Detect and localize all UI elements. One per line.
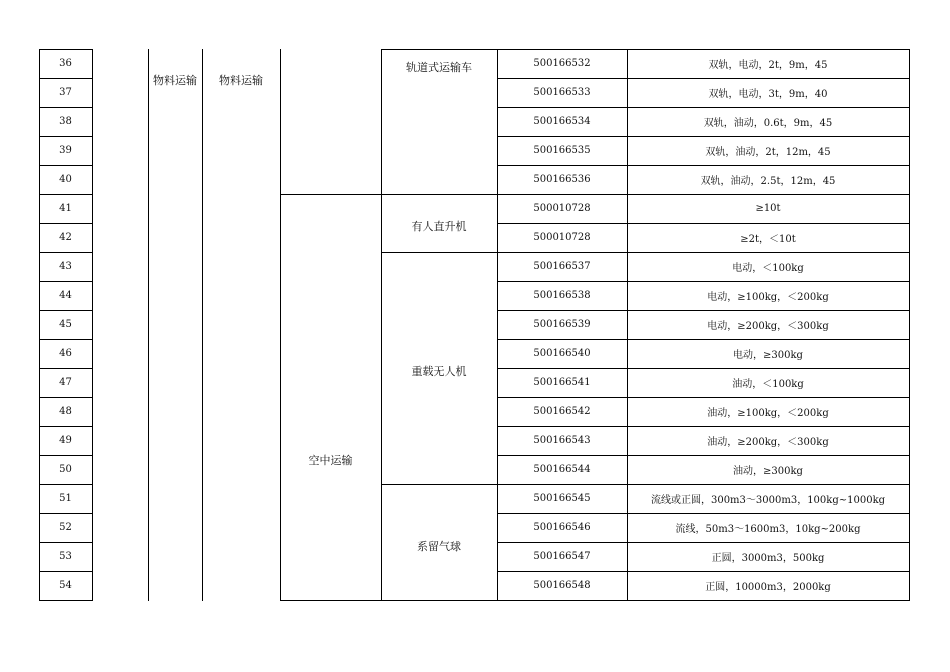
- grid-line: [381, 49, 382, 601]
- row-number-cell: 48: [59, 406, 72, 417]
- row-number-cell: 43: [59, 261, 72, 272]
- category-2-cell: 物料运输: [219, 74, 263, 87]
- category-1-cell: 物料运输: [153, 74, 197, 87]
- material-code-cell: 500166546: [533, 522, 591, 533]
- subcategory-rail-cell: 轨道式运输车: [406, 61, 472, 74]
- spec-cell: ≥10t: [755, 203, 781, 214]
- row-number-cell: 44: [59, 290, 72, 301]
- material-code-cell: 500010728: [533, 232, 591, 243]
- spec-cell: 油动，≥300kg: [733, 466, 803, 477]
- subcategory-balloon-cell: 系留气球: [417, 540, 461, 553]
- spec-cell: 双轨，油动，2t，12m，45: [705, 147, 831, 158]
- material-code-cell: 500166545: [533, 493, 591, 504]
- spec-cell: 电动，≥100kg，＜200kg: [707, 292, 829, 303]
- spec-cell: 正圆，10000m3，2000kg: [705, 582, 831, 593]
- material-code-cell: 500166548: [533, 580, 591, 591]
- row-number-cell: 36: [59, 58, 72, 69]
- material-code-cell: 500166538: [533, 290, 591, 301]
- group-air-transport-cell: 空中运输: [308, 454, 353, 467]
- spec-cell: 流线或正圆，300m3～3000m3，100kg~1000kg: [650, 495, 886, 506]
- row-number-cell: 46: [59, 348, 72, 359]
- spec-cell: 电动，≥300kg: [733, 350, 803, 361]
- spec-cell: 电动，≥200kg，＜300kg: [707, 321, 829, 332]
- spec-cell: 双轨，电动，3t，9m，40: [708, 89, 828, 100]
- material-code-cell: 500166536: [533, 174, 591, 185]
- grid-line: [39, 600, 92, 601]
- material-code-cell: 500166535: [533, 145, 591, 156]
- row-number-cell: 52: [59, 522, 72, 533]
- spec-cell: 正圆，3000m3，500kg: [711, 553, 825, 564]
- spec-cell: 流线，50m3～1600m3，10kg~200kg: [675, 524, 861, 535]
- row-number-cell: 45: [59, 319, 72, 330]
- row-number-cell: 51: [59, 493, 72, 504]
- material-code-cell: 500166544: [533, 464, 591, 475]
- grid-line: [92, 49, 93, 601]
- material-code-cell: 500166540: [533, 348, 591, 359]
- row-number-cell: 42: [59, 232, 72, 243]
- material-code-cell: 500166542: [533, 406, 591, 417]
- spec-cell: ≥2t，＜10t: [740, 234, 796, 245]
- material-code-cell: 500010728: [533, 203, 591, 214]
- material-code-cell: 500166532: [533, 58, 591, 69]
- row-number-cell: 37: [59, 87, 72, 98]
- row-number-cell: 50: [59, 464, 72, 475]
- material-code-cell: 500166533: [533, 87, 591, 98]
- grid-line: [909, 49, 910, 601]
- row-number-cell: 47: [59, 377, 72, 388]
- row-number-cell: 54: [59, 580, 72, 591]
- material-code-cell: 500166534: [533, 116, 591, 127]
- grid-line: [381, 484, 498, 485]
- grid-line: [280, 49, 281, 601]
- spec-cell: 双轨，油动，2.5t，12m，45: [700, 176, 836, 187]
- spec-cell: 双轨，油动，0.6t，9m，45: [703, 118, 833, 129]
- material-code-cell: 500166539: [533, 319, 591, 330]
- material-code-cell: 500166541: [533, 377, 591, 388]
- row-number-cell: 41: [59, 203, 72, 214]
- grid-line: [148, 49, 149, 601]
- row-number-cell: 40: [59, 174, 72, 185]
- spec-cell: 电动，＜100kg: [732, 263, 804, 274]
- row-number-cell: 53: [59, 551, 72, 562]
- grid-line: [280, 600, 910, 601]
- material-code-cell: 500166537: [533, 261, 591, 272]
- material-code-cell: 500166543: [533, 435, 591, 446]
- row-number-cell: 49: [59, 435, 72, 446]
- row-number-cell: 39: [59, 145, 72, 156]
- subcategory-drone-cell: 重载无人机: [411, 365, 467, 378]
- grid-line: [202, 49, 203, 601]
- row-number-cell: 38: [59, 116, 72, 127]
- spec-cell: 油动，≥200kg，＜300kg: [707, 437, 829, 448]
- material-code-cell: 500166547: [533, 551, 591, 562]
- grid-line: [280, 194, 498, 195]
- grid-line: [381, 252, 498, 253]
- spec-cell: 油动，＜100kg: [732, 379, 804, 390]
- subcategory-helicopter-cell: 有人直升机: [411, 220, 467, 233]
- spec-cell: 双轨，电动，2t，9m，45: [708, 60, 828, 71]
- spec-cell: 油动，≥100kg，＜200kg: [707, 408, 829, 419]
